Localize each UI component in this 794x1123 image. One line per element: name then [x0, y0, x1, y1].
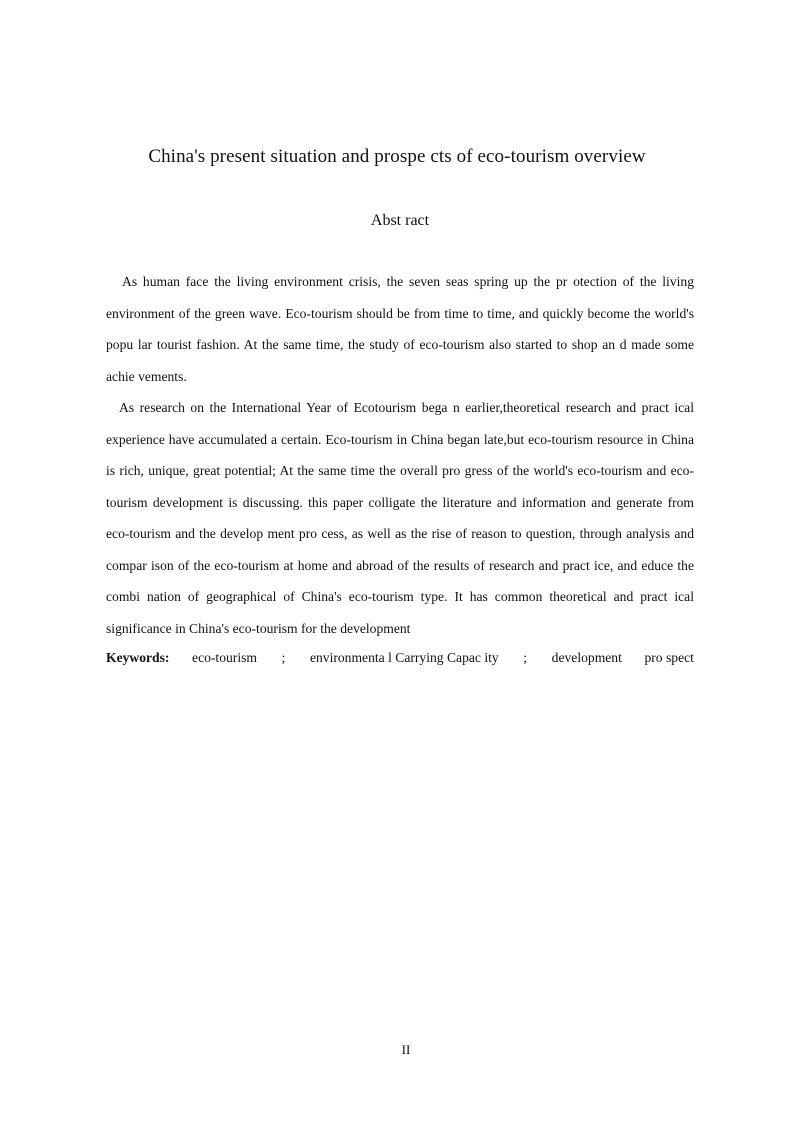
keyword-item: pro spect	[644, 650, 694, 665]
keyword-item: development	[551, 650, 622, 665]
abstract-body	[106, 266, 694, 672]
page-number: II	[401, 1042, 411, 1057]
abstract-paragraph: As human face the living environment crisis, the seven seas spring up the pr otection of the living environment of the green wave. Eco-tourism should be from time to time, and quickly become the world's popu lar tourist fashion. At the same time, the study of eco-tourism also started to shop an d made some achie vements.	[106, 274, 694, 384]
keywords-label: Keywords:	[106, 650, 170, 665]
keyword-item: environmenta l Carrying Capac ity	[309, 650, 499, 665]
section-heading-abstract: Abst ract	[370, 212, 430, 229]
document-title: China's present situation and prospe cts of eco-tourism overview	[148, 146, 646, 167]
keyword-separator: ;	[523, 650, 528, 665]
keyword-item: eco-tourism	[192, 650, 257, 665]
abstract-paragraph: As research on the International Year of Ecotourism bega n earlier,theoretical research and pract ical experience have accumulated a certain. Eco-tourism in China began late,but eco-tourism resource in China is rich, unique, great potential; At the same time the overall pro gress of the world's eco-tourism and eco-tourism development is discussing. this paper colligate the literature and information and generate from eco-tourism and the develop ment pro cess, as well as the rise of reason to question, through analysis and compar ison of the eco-tourism at home and abroad of the results of research and pract ice, and educe the combi nation of geographical of China's eco-tourism type. It has common theoretical and pract ical significance in China's eco-tourism for the development	[106, 400, 694, 636]
keywords-line	[106, 644, 694, 672]
keyword-separator: ;	[281, 650, 286, 665]
